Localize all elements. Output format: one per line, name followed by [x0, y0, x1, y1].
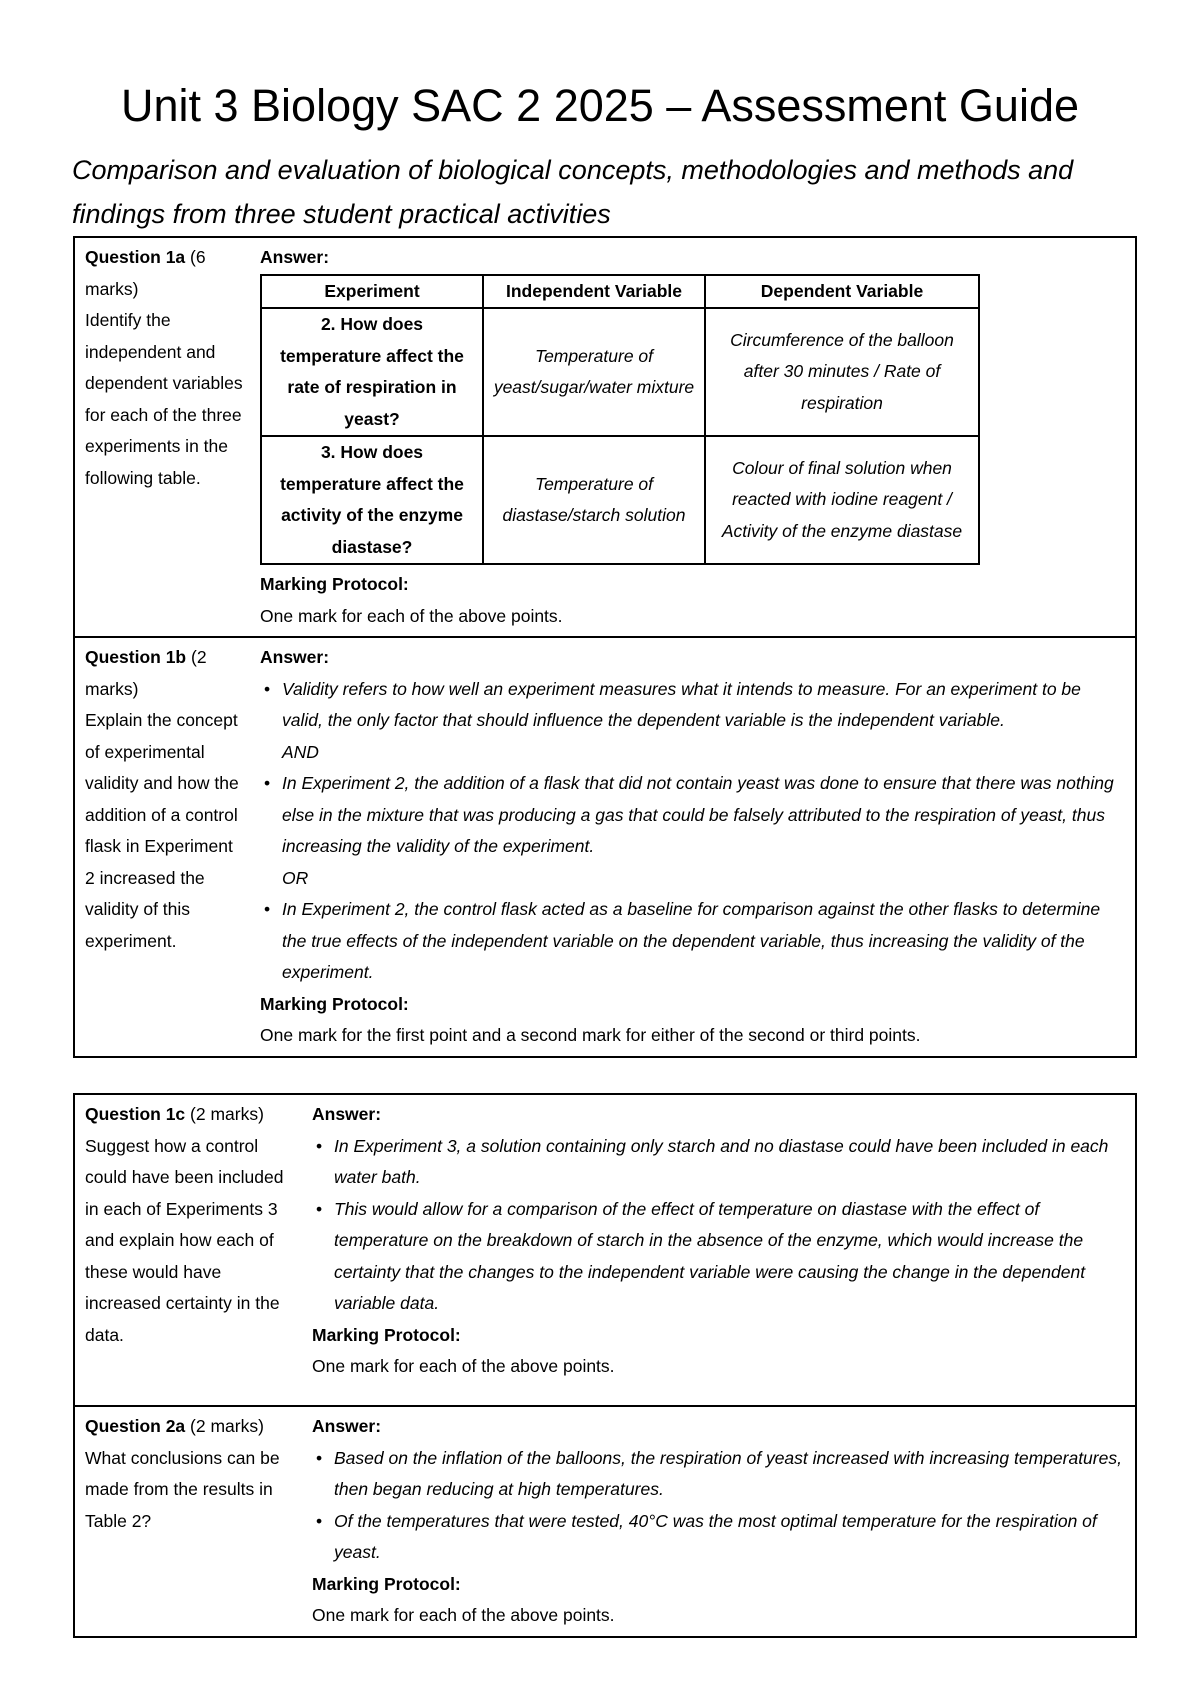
questions-table-2	[73, 1093, 1137, 1638]
question-title: Question 2a	[85, 1416, 186, 1436]
marking-protocol-label: Marking Protocol:	[312, 1573, 461, 1594]
column-header: Dependent Variable	[705, 275, 979, 309]
question-prompt: Identify the independent and dependent variables for each of the three experiments in the following table.	[85, 310, 243, 488]
independent-variable-cell: Temperature of yeast/sugar/water mixture	[483, 308, 705, 436]
question-prompt: Explain the concept of experimental validity and how the addition of a control flask in Experiment 2 increased the validity of this experiment.	[85, 710, 239, 951]
table-row	[261, 436, 979, 564]
experiment-cell: 3. How does temperature affect the activity of the enzyme diastase?	[261, 436, 483, 564]
marking-protocol-label: Marking Protocol:	[312, 1324, 461, 1345]
answer-label: Answer:	[312, 1416, 382, 1436]
conjunction-or: OR	[282, 867, 309, 888]
answer-label: Answer:	[260, 247, 330, 267]
dependent-variable-cell: Circumference of the balloon after 30 minutes / Rate of respiration	[705, 308, 979, 436]
variables-table	[260, 274, 980, 566]
question-cell	[74, 237, 256, 637]
independent-variable-cell: Temperature of diastase/starch solution	[483, 436, 705, 564]
question-cell	[74, 1094, 308, 1406]
marking-protocol-text: One mark for each of the above points.	[312, 1605, 615, 1625]
page-subtitle: Comparison and evaluation of biological concepts, methodologies and methods and findings from three student practical activities	[72, 155, 1074, 229]
answer-cell	[256, 237, 1136, 637]
question-marks: (2 marks)	[185, 1416, 264, 1436]
answer-points	[312, 1131, 1125, 1320]
answer-cell	[256, 637, 1136, 1057]
list-item: • This would allow for a comparison of the effect of temperature on diastase with the effect of temperature on the breakdown of starch in the absence of the enzyme, which would increase the certainty that the changes to the independent variable were causing the change in the dependent variable data.	[334, 1194, 1125, 1320]
answer-points	[260, 894, 1125, 989]
question-row-2a	[74, 1406, 1136, 1637]
marking-protocol-label: Marking Protocol:	[260, 574, 409, 594]
dependent-variable-cell: Colour of final solution when reacted with iodine reagent / Activity of the enzyme diastase	[705, 436, 979, 564]
questions-table-1	[73, 236, 1137, 1058]
list-item: • In Experiment 2, the control flask acted as a baseline for comparison against the other flasks to determine the true effects of the independent variable on the dependent variable, thus increasing the validity of the experiment.	[282, 894, 1125, 989]
list-item: • In Experiment 3, a solution containing only starch and no diastase could have been included in each water bath.	[334, 1131, 1125, 1194]
question-title: Question 1a	[85, 247, 186, 267]
question-row-1a	[74, 237, 1136, 637]
question-cell	[74, 637, 256, 1057]
question-cell	[74, 1406, 308, 1637]
variables-header-row	[261, 275, 979, 309]
answer-points	[260, 768, 1125, 863]
marking-protocol-text: One mark for the first point and a second mark for either of the second or third points.	[260, 1025, 921, 1045]
answer-cell	[308, 1094, 1136, 1406]
question-prompt: What conclusions can be made from the results in Table 2?	[85, 1447, 280, 1531]
question-row-1b	[74, 637, 1136, 1057]
experiment-cell: 2. How does temperature affect the rate of respiration in yeast?	[261, 308, 483, 436]
question-prompt: Suggest how a control could have been included in each of Experiments 3 and explain how each of these would have increased certainty in the data.	[85, 1135, 284, 1345]
answer-label: Answer:	[260, 647, 330, 667]
question-row-1c	[74, 1094, 1136, 1406]
marking-protocol-text: One mark for each of the above points.	[260, 605, 563, 626]
marking-protocol-text: One mark for each of the above points.	[312, 1356, 615, 1376]
conjunction-and: AND	[282, 741, 319, 762]
answer-cell	[308, 1406, 1136, 1637]
column-header: Experiment	[261, 275, 483, 309]
answer-points	[312, 1443, 1125, 1569]
page-title: Unit 3 Biology SAC 2 2025 – Assessment Guide	[120, 80, 1080, 131]
question-marks: (2 marks)	[85, 647, 207, 699]
list-item: • Based on the inflation of the balloons, the respiration of yeast increased with increasing temperatures, then began reducing at high temperatures.	[334, 1443, 1125, 1506]
column-header: Independent Variable	[483, 275, 705, 309]
question-title: Question 1c	[85, 1104, 186, 1124]
list-item: • Validity refers to how well an experiment measures what it intends to measure. For an experiment to be valid, the only factor that should influence the dependent variable is the independent variable.	[282, 674, 1125, 737]
question-marks: (6 marks)	[85, 247, 206, 299]
answer-label: Answer:	[312, 1104, 382, 1124]
list-item: • In Experiment 2, the addition of a flask that did not contain yeast was done to ensure that there was nothing else in the mixture that was producing a gas that could be falsely attributed to the respiration of yeast, thus increasing the validity of the experiment.	[282, 768, 1125, 863]
marking-protocol-label: Marking Protocol:	[260, 993, 409, 1014]
question-title: Question 1b	[85, 647, 187, 667]
answer-points	[260, 674, 1125, 737]
list-item: • Of the temperatures that were tested, 40°C was the most optimal temperature for the respiration of yeast.	[334, 1506, 1125, 1569]
table-row	[261, 308, 979, 436]
question-marks: (2 marks)	[185, 1104, 264, 1124]
